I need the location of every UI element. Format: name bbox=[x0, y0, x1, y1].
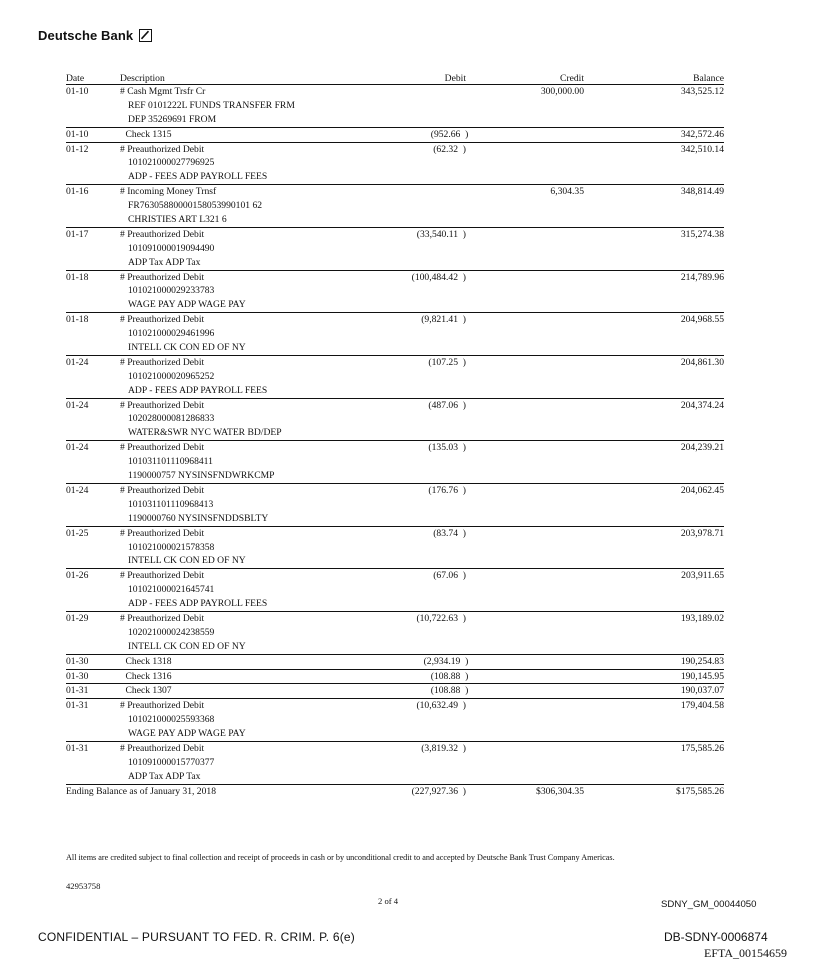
header-debit: Debit bbox=[444, 73, 466, 84]
transaction-debit: (3,819.32 ) bbox=[421, 742, 466, 754]
transaction-debit: (108.88 ) bbox=[430, 685, 469, 697]
transaction-row bbox=[66, 228, 724, 271]
transaction-balance: 342,510.14 bbox=[680, 143, 724, 155]
ending-balance-label: Ending Balance as of January 31, 2018 bbox=[66, 785, 216, 797]
transaction-debit: (107.25 ) bbox=[428, 356, 466, 368]
transaction-balance: 193,189.02 bbox=[680, 612, 724, 624]
transaction-balance: 203,911.65 bbox=[681, 570, 724, 582]
transaction-debit: (2,934.19 ) bbox=[423, 655, 469, 667]
transaction-debit: (952.66 ) bbox=[430, 128, 469, 140]
transaction-description: # Incoming Money Trnsf bbox=[120, 186, 217, 198]
transaction-credit bbox=[466, 356, 584, 370]
transaction-detail: 101091000015770377 bbox=[128, 756, 215, 768]
transaction-list bbox=[66, 85, 724, 785]
transaction-description: # Preauthorized Debit bbox=[120, 742, 205, 754]
transaction-detail: 101021000027796925 bbox=[128, 157, 215, 169]
header-date: Date bbox=[66, 73, 85, 84]
ending-credit-total: $306,304.35 bbox=[536, 785, 584, 797]
transaction-row bbox=[66, 399, 724, 442]
transaction-detail: REF 0101222L FUNDS TRANSFER FRM bbox=[128, 99, 295, 111]
transaction-row bbox=[66, 128, 724, 143]
ending-debit-total: (227,927.36 ) bbox=[411, 785, 466, 797]
transaction-row bbox=[66, 569, 724, 612]
transaction-description: # Preauthorized Debit bbox=[120, 143, 205, 155]
transaction-credit bbox=[466, 612, 584, 626]
transaction-description: # Preauthorized Debit bbox=[120, 484, 205, 496]
transaction-row bbox=[66, 356, 724, 399]
transaction-balance: 190,037.07 bbox=[680, 685, 724, 697]
transaction-row bbox=[66, 85, 724, 128]
transaction-detail: 101021000020965252 bbox=[128, 370, 215, 382]
transaction-date: 01-30 bbox=[66, 670, 89, 682]
transaction-description: # Preauthorized Debit bbox=[120, 399, 205, 411]
transaction-row bbox=[66, 670, 724, 685]
bank-name: Deutsche Bank bbox=[38, 28, 134, 43]
transaction-debit: (176.76 ) bbox=[428, 484, 466, 496]
transaction-description: # Preauthorized Debit bbox=[120, 271, 205, 283]
transaction-debit: (83.74 ) bbox=[433, 527, 466, 539]
transaction-detail: INTELL CK CON ED OF NY bbox=[128, 555, 246, 567]
confidential-notice: CONFIDENTIAL – PURSUANT TO FED. R. CRIM. P. 6(e) bbox=[38, 930, 355, 944]
transaction-date: 01-18 bbox=[66, 314, 89, 326]
transaction-description: # Cash Mgmt Trsfr Cr bbox=[120, 86, 206, 97]
bates-number-top: SDNY_GM_00044050 bbox=[661, 899, 757, 910]
transaction-debit: (9,821.41 ) bbox=[421, 314, 466, 326]
transaction-row bbox=[66, 699, 724, 742]
transaction-balance: 190,145.95 bbox=[680, 670, 724, 682]
transaction-debit: (135.03 ) bbox=[428, 442, 466, 454]
transaction-date: 01-24 bbox=[66, 399, 89, 411]
footnote: All items are credited subject to final collection and receipt of proceeds in cash or by unconditional credit to and accepted by Deutsche Bank Trust Company Americas. bbox=[66, 853, 615, 862]
transaction-date: 01-17 bbox=[66, 228, 89, 240]
transaction-row bbox=[66, 185, 724, 228]
transaction-detail: 1190000757 NYSINSFNDWRKCMP bbox=[128, 470, 275, 482]
transaction-detail: ADP - FEES ADP PAYROLL FEES bbox=[128, 171, 268, 183]
transaction-credit bbox=[466, 441, 584, 455]
ending-balance-row bbox=[66, 785, 724, 799]
transaction-debit: (67.06 ) bbox=[433, 570, 466, 582]
transaction-credit bbox=[468, 655, 585, 669]
transaction-credit bbox=[466, 742, 584, 756]
transaction-description: # Preauthorized Debit bbox=[120, 314, 205, 326]
transaction-description: # Preauthorized Debit bbox=[120, 442, 205, 454]
transaction-debit bbox=[370, 85, 466, 99]
transaction-detail: ADP - FEES ADP PAYROLL FEES bbox=[128, 598, 268, 610]
transaction-date: 01-18 bbox=[66, 271, 89, 283]
transaction-balance: 315,274.38 bbox=[680, 228, 724, 240]
transaction-date: 01-31 bbox=[66, 700, 89, 712]
transaction-credit bbox=[466, 271, 584, 285]
transaction-credit bbox=[466, 527, 584, 541]
transaction-credit: 6,304.35 bbox=[550, 186, 584, 198]
transaction-detail: INTELL CK CON ED OF NY bbox=[128, 640, 246, 652]
transaction-balance: 204,861.30 bbox=[680, 356, 724, 368]
transaction-description: Check 1316 bbox=[125, 670, 172, 682]
table-header bbox=[66, 73, 724, 85]
transaction-credit bbox=[466, 569, 584, 583]
header-credit: Credit bbox=[560, 73, 584, 84]
transaction-balance: 204,239.21 bbox=[680, 442, 724, 454]
transaction-date: 01-10 bbox=[66, 128, 89, 140]
transaction-detail: 102021000024238559 bbox=[128, 626, 215, 638]
transaction-detail: FR76305880000158053990101 62 bbox=[128, 200, 263, 212]
transaction-date: 01-24 bbox=[66, 484, 89, 496]
transaction-date: 01-16 bbox=[66, 186, 89, 198]
transaction-description: # Preauthorized Debit bbox=[120, 527, 205, 539]
transaction-detail: 102028000081286833 bbox=[128, 413, 215, 425]
transaction-date: 01-10 bbox=[66, 86, 89, 97]
efta-number: EFTA_00154659 bbox=[704, 946, 788, 960]
transaction-description: Check 1307 bbox=[125, 685, 172, 697]
transaction-description: # Preauthorized Debit bbox=[120, 356, 205, 368]
transaction-description: Check 1318 bbox=[125, 655, 172, 667]
transaction-credit bbox=[468, 684, 585, 698]
transaction-detail: 101021000029461996 bbox=[128, 328, 215, 340]
page-number: 2 of 4 bbox=[378, 896, 399, 906]
transaction-debit: (10,632.49 ) bbox=[416, 700, 466, 712]
transaction-row bbox=[66, 684, 724, 699]
transaction-detail: CHRISTIES ART L321 6 bbox=[128, 214, 227, 226]
transaction-description: Check 1315 bbox=[125, 128, 172, 140]
transaction-detail: DEP 35269691 FROM bbox=[128, 113, 217, 125]
transaction-date: 01-26 bbox=[66, 570, 89, 582]
transaction-balance: 179,404.58 bbox=[680, 700, 724, 712]
bank-logo bbox=[38, 28, 152, 43]
transaction-detail: 1190000760 NYSINSFNDDSBLTY bbox=[128, 512, 269, 524]
transaction-debit: (10,722.63 ) bbox=[416, 612, 466, 624]
transaction-balance: 342,572.46 bbox=[680, 128, 724, 140]
header-balance: Balance bbox=[693, 73, 724, 84]
transaction-detail: 101021000021578358 bbox=[128, 541, 215, 553]
transaction-detail: ADP Tax ADP Tax bbox=[128, 770, 201, 782]
transaction-row bbox=[66, 484, 724, 527]
transaction-detail: ADP - FEES ADP PAYROLL FEES bbox=[128, 384, 268, 396]
header-description: Description bbox=[120, 73, 165, 84]
transaction-date: 01-30 bbox=[66, 655, 89, 667]
transaction-credit bbox=[466, 399, 584, 413]
transaction-credit bbox=[468, 128, 585, 142]
bates-number-bottom: DB-SDNY-0006874 bbox=[664, 930, 768, 944]
transaction-date: 01-25 bbox=[66, 527, 89, 539]
transaction-credit bbox=[466, 699, 584, 713]
transaction-detail: 101031101110968413 bbox=[128, 498, 214, 510]
transaction-balance: 348,814.49 bbox=[680, 186, 724, 198]
transaction-balance: 204,968.55 bbox=[680, 314, 724, 326]
transaction-debit: (62.32 ) bbox=[433, 143, 466, 155]
transaction-debit: (487.06 ) bbox=[428, 399, 466, 411]
transaction-row bbox=[66, 655, 724, 670]
transaction-table bbox=[66, 73, 724, 799]
transaction-date: 01-29 bbox=[66, 612, 89, 624]
transaction-detail: 101021000021645741 bbox=[128, 584, 215, 596]
transaction-credit bbox=[466, 228, 584, 242]
transaction-detail: 101021000025593368 bbox=[128, 714, 215, 726]
transaction-detail: INTELL CK CON ED OF NY bbox=[128, 342, 246, 354]
transaction-detail: 101091000019094490 bbox=[128, 242, 215, 254]
transaction-row bbox=[66, 441, 724, 484]
transaction-detail: ADP Tax ADP Tax bbox=[128, 256, 201, 268]
transaction-description: # Preauthorized Debit bbox=[120, 570, 205, 582]
transaction-debit: (33,540.11 ) bbox=[416, 228, 466, 240]
transaction-balance: 175,585.26 bbox=[680, 742, 724, 754]
transaction-row bbox=[66, 143, 724, 186]
transaction-row bbox=[66, 742, 724, 785]
transaction-balance: 204,062.45 bbox=[680, 484, 724, 496]
transaction-detail: 101021000029233783 bbox=[128, 285, 215, 297]
transaction-balance: 203,978.71 bbox=[680, 527, 724, 539]
transaction-row bbox=[66, 612, 724, 655]
transaction-row bbox=[66, 527, 724, 570]
transaction-description: # Preauthorized Debit bbox=[120, 228, 205, 240]
transaction-credit bbox=[466, 143, 584, 157]
transaction-row bbox=[66, 271, 724, 314]
account-number: 42953758 bbox=[66, 881, 101, 891]
transaction-detail: WATER&SWR NYC WATER BD/DEP bbox=[128, 427, 282, 439]
transaction-credit bbox=[468, 670, 585, 684]
transaction-balance: 343,525.12 bbox=[680, 86, 724, 97]
transaction-detail: 101031101110968411 bbox=[128, 456, 213, 468]
transaction-detail: WAGE PAY ADP WAGE PAY bbox=[128, 299, 246, 311]
transaction-description: # Preauthorized Debit bbox=[120, 700, 205, 712]
transaction-balance: 190,254.83 bbox=[680, 655, 724, 667]
transaction-date: 01-31 bbox=[66, 685, 89, 697]
transaction-date: 01-24 bbox=[66, 356, 89, 368]
transaction-row bbox=[66, 313, 724, 356]
transaction-debit: (108.88 ) bbox=[430, 670, 469, 682]
transaction-balance: 214,789.96 bbox=[680, 271, 724, 283]
ending-balance: $175,585.26 bbox=[676, 785, 724, 797]
transaction-debit bbox=[370, 185, 466, 199]
transaction-detail: WAGE PAY ADP WAGE PAY bbox=[128, 728, 246, 740]
transaction-credit bbox=[466, 313, 584, 327]
transaction-debit: (100,484.42 ) bbox=[411, 271, 466, 283]
deutsche-bank-slash-square-icon bbox=[139, 29, 152, 42]
transaction-credit bbox=[466, 484, 584, 498]
transaction-date: 01-24 bbox=[66, 442, 89, 454]
transaction-description: # Preauthorized Debit bbox=[120, 612, 205, 624]
transaction-date: 01-31 bbox=[66, 742, 89, 754]
transaction-credit: 300,000.00 bbox=[540, 86, 584, 97]
transaction-date: 01-12 bbox=[66, 143, 89, 155]
transaction-balance: 204,374.24 bbox=[680, 399, 724, 411]
